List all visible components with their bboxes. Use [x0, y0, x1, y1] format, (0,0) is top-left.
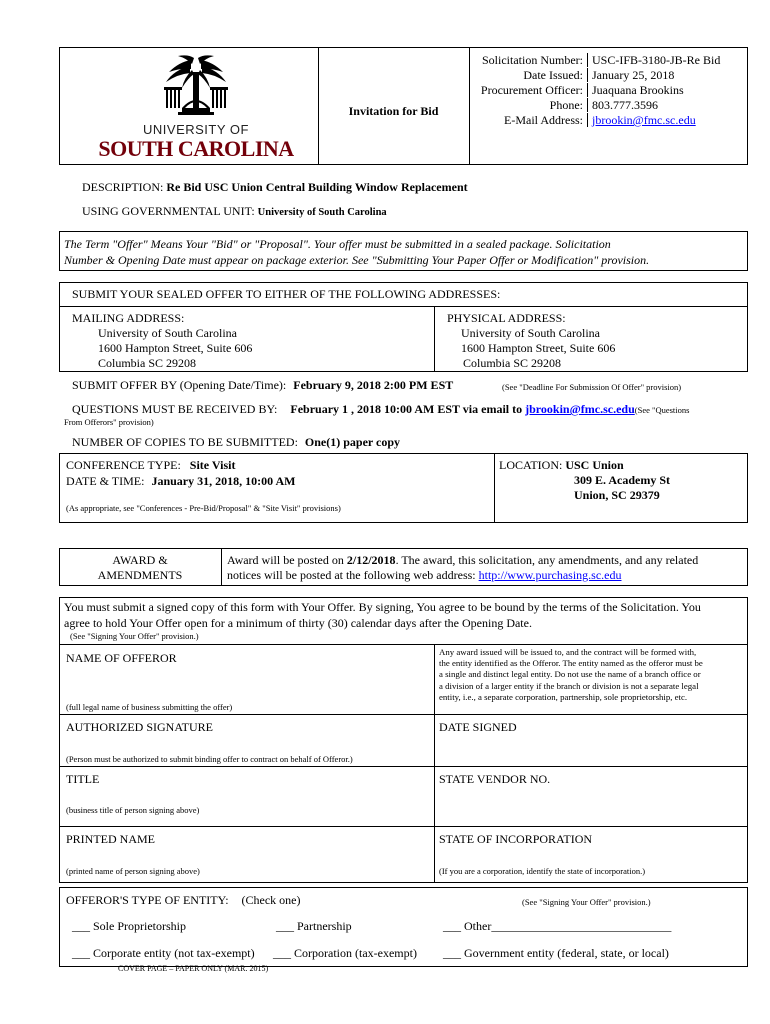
- number-of-copies: NUMBER OF COPIES TO BE SUBMITTED: One(1) paper copy: [72, 435, 401, 449]
- solicitation-number: USC-IFB-3180-JB-Re Bid: [592, 53, 721, 67]
- deadline-note: (See "Deadline For Submission Of Offer" provision): [502, 382, 682, 392]
- addresses-col-divider: [434, 306, 435, 372]
- award-date: 2/12/2018: [346, 553, 396, 567]
- addresses-heading: SUBMIT YOUR SEALED OFFER TO EITHER OF THE FOLLOWING ADDRESSES:: [72, 287, 501, 301]
- col-divider: [434, 644, 435, 883]
- authorized-signature-label: AUTHORIZED SIGNATURE: [66, 720, 213, 734]
- footer: COVER PAGE – PAPER ONLY (MAR. 2015): [118, 964, 269, 973]
- award-divider: [221, 548, 222, 586]
- name-of-offeror-label: NAME OF OFFEROR: [66, 651, 177, 665]
- entity-type-note: (See "Signing Your Offer" provision.): [522, 897, 651, 907]
- email-link[interactable]: jbrookin@fmc.sc.edu: [592, 113, 696, 127]
- printed-name-note: (printed name of person signing above): [66, 866, 200, 876]
- info-label: Phone:: [549, 98, 583, 112]
- date-signed-label: DATE SIGNED: [439, 720, 517, 734]
- info-label: Solicitation Number:: [482, 53, 583, 67]
- award-entity-note: Any award issued will be issued to, and the contract will be formed with, the entity identified as the Offeror. The entity named as the offeror must be a single and distinct legal entity. Do not use the name of a branch office or a division of a larger entity if the branch or division is not a separate legal entity, i.e., a separate corporation, partnership, sole proprietorship, etc.: [439, 647, 703, 702]
- doc-title: Invitation for Bid: [348, 104, 439, 118]
- option-sole-proprietorship[interactable]: ___ Sole Proprietorship: [72, 919, 186, 933]
- conference-note: (As appropriate, see "Conferences - Pre-Bid/Proposal" & "Site Visit" provisions): [66, 503, 341, 513]
- submit-offer-by: SUBMIT OFFER BY (Opening Date/Time): February 9, 2018 2:00 PM EST: [72, 378, 454, 392]
- conference-type-value: Site Visit: [189, 458, 236, 472]
- option-corporation-tax-exempt[interactable]: ___ Corporation (tax-exempt): [273, 946, 417, 960]
- signing-note: (See "Signing Your Offer" provision.): [70, 631, 199, 641]
- conference-date-value: January 31, 2018, 10:00 AM: [151, 474, 296, 488]
- offer-notice-line1: The Term "Offer" Means Your "Bid" or "Proposal". Your offer must be submitted in a sealed package. Solicitation: [64, 237, 611, 251]
- title-note: (business title of person signing above): [66, 805, 200, 815]
- questions-date: February 1 , 2018 10:00 AM EST via email to: [290, 402, 523, 416]
- purchasing-link[interactable]: http://www.purchasing.sc.edu: [478, 568, 622, 582]
- authorized-signature-note: (Person must be authorized to submit binding offer to contract on behalf of Offeror.): [66, 754, 353, 764]
- governmental-unit-value: University of South Carolina: [257, 207, 387, 218]
- conference-divider: [494, 453, 495, 523]
- offer-notice-line2: Number & Opening Date must appear on package exterior. See "Submitting Your Paper Offer or Modification" provision.: [64, 253, 650, 267]
- name-of-offeror-note: (full legal name of business submitting the offer): [66, 702, 233, 712]
- entity-type-label: OFFEROR'S TYPE OF ENTITY: (Check one): [66, 893, 301, 907]
- usc-logo: [86, 54, 306, 160]
- questions-deadline: QUESTIONS MUST BE RECEIVED BY: February 1 , 2018 10:00 AM EST via email to jbrookin@fmc.sc.edu(See "Questions: [72, 402, 690, 416]
- row-divider: [59, 714, 748, 715]
- title-label: TITLE: [66, 772, 100, 786]
- phone: 803.777.3596: [592, 98, 658, 112]
- info-label: Date Issued:: [523, 68, 583, 82]
- state-of-incorporation-note: (If you are a corporation, identify the state of incorporation.): [439, 866, 646, 876]
- printed-name-label: PRINTED NAME: [66, 832, 155, 846]
- info-label: E-Mail Address:: [504, 113, 583, 127]
- option-partnership[interactable]: ___ Partnership: [276, 919, 352, 933]
- solicitation-info: [470, 53, 745, 128]
- state-of-incorporation-label: STATE OF INCORPORATION: [439, 832, 593, 846]
- palmetto-seal-icon: [86, 54, 306, 122]
- mailing-address: MAILING ADDRESS: University of South Carolina 1600 Hampton Street, Suite 606 Columbia SC 29208: [72, 311, 253, 370]
- row-divider: [59, 644, 748, 645]
- option-government-entity[interactable]: ___ Government entity (federal, state, or local): [443, 946, 669, 960]
- addresses-heading-divider: [59, 306, 748, 307]
- date-issued: January 25, 2018: [592, 68, 675, 82]
- procurement-officer: Juaquana Brookins: [592, 83, 684, 97]
- description-value: Re Bid USC Union Central Building Window Replacement: [166, 180, 468, 194]
- questions-email-link[interactable]: jbrookin@fmc.sc.edu: [525, 402, 635, 416]
- conference-type: CONFERENCE TYPE: Site Visit: [66, 458, 236, 472]
- option-other[interactable]: ___ Other______________________________: [443, 919, 672, 933]
- governmental-unit: USING GOVERNMENTAL UNIT: University of South Carolina: [82, 204, 387, 218]
- physical-address: PHYSICAL ADDRESS: University of South Carolina 1600 Hampton Street, Suite 606 Columbia SC 29208: [447, 311, 616, 370]
- option-corporate-entity[interactable]: ___ Corporate entity (not tax-exempt): [72, 946, 255, 960]
- copies-value: One(1) paper copy: [304, 435, 401, 449]
- logo-line2: SOUTH CAROLINA: [98, 136, 294, 161]
- row-divider: [59, 766, 748, 767]
- signing-line1: You must submit a signed copy of this form with Your Offer. By signing, You agree to be bound by the terms of the Solicitation. You: [64, 600, 701, 614]
- description: DESCRIPTION: Re Bid USC Union Central Building Window Replacement: [82, 180, 468, 194]
- row-divider: [59, 826, 748, 827]
- info-label: Procurement Officer:: [480, 83, 583, 97]
- conference-date: DATE & TIME: January 31, 2018, 10:00 AM: [66, 474, 296, 488]
- award-text: Award will be posted on 2/12/2018. The award, this solicitation, any amendments, and any related notices will be posted at the following web address: http://www.purchasing.sc.edu: [227, 553, 699, 582]
- conference-location: LOCATION: USC Union 309 E. Academy St Union, SC 29379: [499, 458, 670, 502]
- award-label: AWARD & AMENDMENTS: [97, 553, 183, 582]
- opening-date: February 9, 2018 2:00 PM EST: [293, 378, 454, 392]
- signing-line2: agree to hold Your Offer open for a minimum of thirty (30) calendar days after the Opening Date.: [64, 616, 532, 630]
- logo-line1: UNIVERSITY OF: [143, 122, 249, 137]
- questions-note: From Offerors" provision): [64, 417, 154, 427]
- state-vendor-label: STATE VENDOR NO.: [439, 772, 551, 786]
